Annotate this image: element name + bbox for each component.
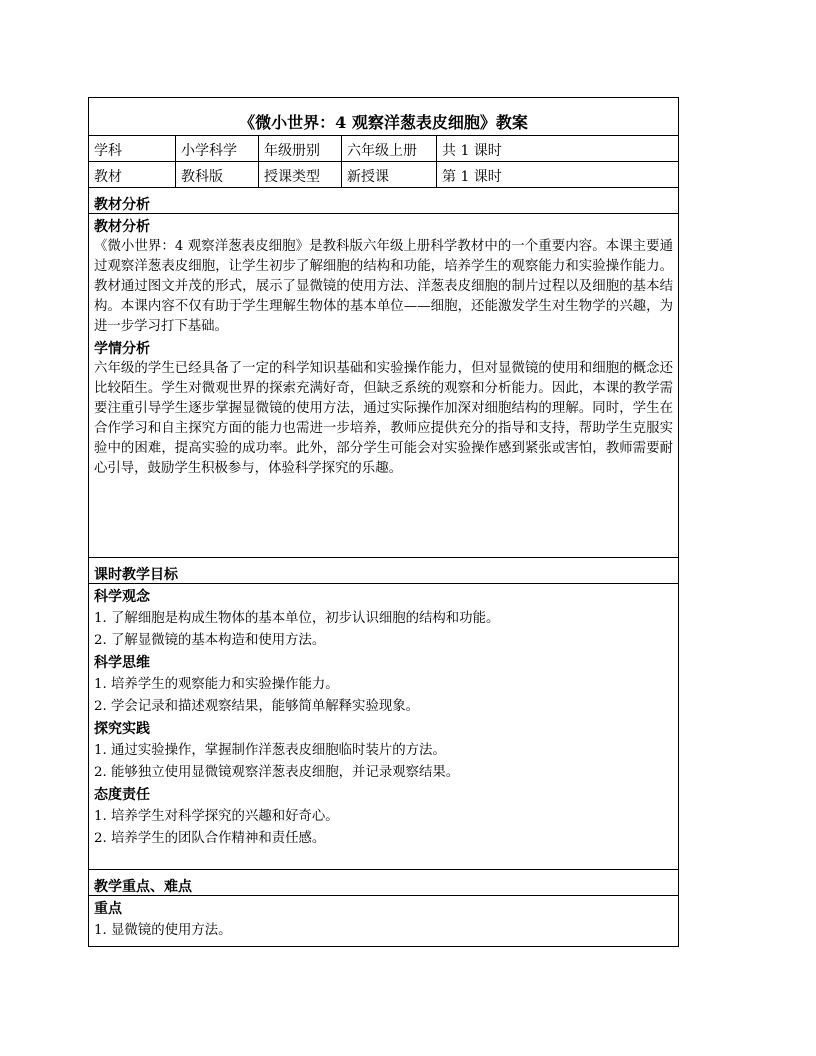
objective-group-title: 科学观念 bbox=[94, 589, 150, 605]
paragraph-textbook-analysis: 《微小世界：4 观察洋葱表皮细胞》是教科版六年级上册科学教材中的一个重要内容。本课主要通过观察洋葱表皮细胞，让学生初步了解细胞的结构和功能，培养学生的观察能力和实验操作能力。教材通过图文并茂的形式，展示了显微镜的使用方法、洋葱表皮细胞的制片过程以及细胞的基本结构。本课内容不仅有助于学生理解生物体的基本单位——细胞，还能激发学生对生物学的兴趣，为进一步学习打下基础。 bbox=[94, 239, 673, 334]
grade-value: 六年级上册 bbox=[342, 136, 437, 161]
subheading-student-analysis: 学情分析 bbox=[94, 341, 150, 357]
section-heading-objectives: 课时教学目标 bbox=[89, 558, 678, 584]
objective-item: 1. 通过实验操作，掌握制作洋葱表皮细胞临时装片的方法。 bbox=[94, 743, 446, 758]
subject-label: 学科 bbox=[89, 136, 176, 161]
info-row-1 bbox=[89, 136, 678, 162]
lesson-plan-table bbox=[88, 97, 679, 947]
section-body-key-points bbox=[89, 896, 678, 946]
subject-value: 小学科学 bbox=[176, 136, 259, 161]
textbook-value: 教科版 bbox=[176, 162, 259, 187]
section-heading-key-points: 教学重点、难点 bbox=[89, 870, 678, 896]
grade-label: 年级册别 bbox=[259, 136, 342, 161]
key-point-item: 1. 显微镜的使用方法。 bbox=[94, 923, 232, 938]
total-periods: 共 1 课时 bbox=[442, 143, 502, 159]
objective-item: 1. 培养学生对科学探究的兴趣和好奇心。 bbox=[94, 809, 339, 824]
paragraph-student-analysis: 六年级的学生已经具备了一定的科学知识基础和实验操作能力，但对显微镜的使用和细胞的概念还比较陌生。学生对微观世界的探索充满好奇，但缺乏系统的观察和分析能力。因此，本课的教学需要注重引导学生逐步掌握显微镜的使用方法，通过实际操作加深对细胞结构的理解。同时，学生在合作学习和自主探究方面的能力也需进一步培养，教师应提供充分的指导和支持，帮助学生克服实验中的困难，提高实验的成功率。此外，部分学生可能会对实验操作感到紧张或害怕，教师需要耐心引导，鼓励学生积极参与，体验科学探究的乐趣。 bbox=[94, 361, 673, 476]
objective-item: 2. 培养学生的团队合作精神和责任感。 bbox=[94, 831, 326, 846]
objective-group-title: 科学思维 bbox=[94, 655, 150, 671]
lesson-type-label: 授课类型 bbox=[259, 162, 342, 187]
section-body-analysis bbox=[89, 214, 678, 558]
section-heading-textbook-analysis: 教材分析 bbox=[89, 188, 678, 214]
objective-item: 1. 培养学生的观察能力和实验操作能力。 bbox=[94, 677, 339, 692]
objective-group-title: 探究实践 bbox=[94, 721, 150, 737]
subheading-key-point: 重点 bbox=[94, 901, 122, 917]
objective-item: 2. 学会记录和描述观察结果，能够简单解释实验现象。 bbox=[94, 699, 420, 714]
objective-item: 2. 了解显微镜的基本构造和使用方法。 bbox=[94, 633, 326, 648]
objective-item: 2. 能够独立使用显微镜观察洋葱表皮细胞，并记录观察结果。 bbox=[94, 765, 460, 780]
textbook-label: 教材 bbox=[89, 162, 176, 187]
section-body-objectives bbox=[89, 584, 678, 870]
objective-group-title: 态度责任 bbox=[94, 787, 150, 803]
document-title: 《微小世界：4 观察洋葱表皮细胞》教案 bbox=[89, 98, 678, 136]
current-period: 第 1 课时 bbox=[442, 169, 502, 185]
lesson-type-value: 新授课 bbox=[342, 162, 437, 187]
info-row-2 bbox=[89, 162, 678, 188]
subheading-textbook-analysis: 教材分析 bbox=[94, 219, 150, 235]
objective-item: 1. 了解细胞是构成生物体的基本单位，初步认识细胞的结构和功能。 bbox=[94, 611, 500, 626]
